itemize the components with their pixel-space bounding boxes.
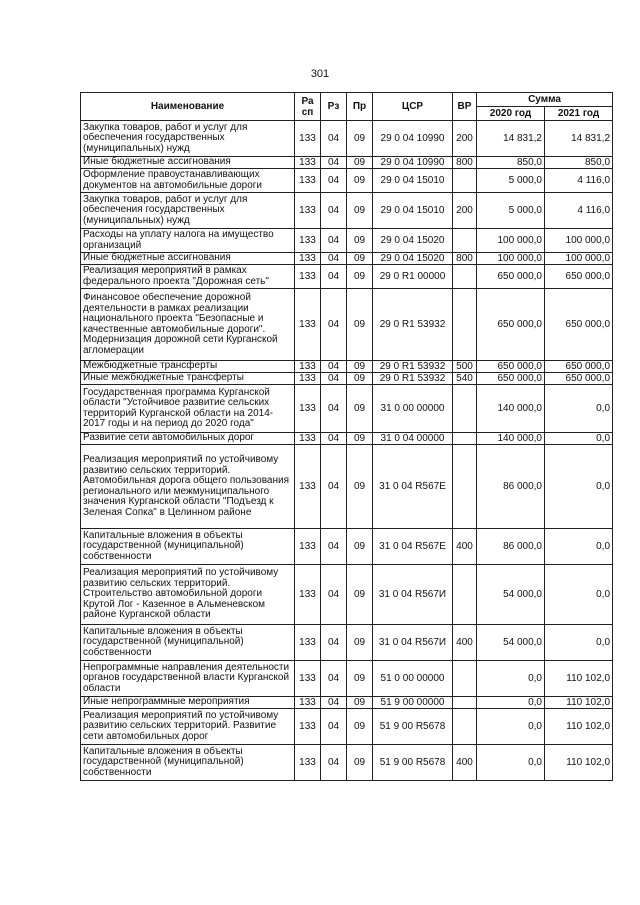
header-pr: Пр (347, 93, 373, 121)
cell-vr: 540 (453, 373, 477, 385)
cell-name: Капитальные вложения в объекты государственной (муниципальной) собственности (81, 625, 295, 661)
cell-y2020: 5 000,0 (477, 193, 545, 229)
cell-rz: 04 (321, 289, 347, 361)
table-row (81, 157, 613, 169)
cell-y2020: 850,0 (477, 157, 545, 169)
cell-y2020: 100 000,0 (477, 253, 545, 265)
cell-rz: 04 (321, 697, 347, 709)
cell-y2021: 110 102,0 (545, 697, 613, 709)
cell-ra: 133 (295, 385, 321, 433)
cell-csr: 31 0 04 R567Е (373, 529, 453, 565)
cell-csr: 51 9 00 00000 (373, 697, 453, 709)
cell-name: Реализация мероприятий по устойчивому развитию сельских территорий. Развитие сети автомобильных дорог (81, 709, 295, 745)
cell-ra: 133 (295, 229, 321, 253)
cell-ra: 133 (295, 169, 321, 193)
cell-y2020: 650 000,0 (477, 265, 545, 289)
cell-ra: 133 (295, 121, 321, 157)
cell-y2020: 0,0 (477, 709, 545, 745)
cell-pr: 09 (347, 373, 373, 385)
cell-csr: 31 0 04 R567Е (373, 445, 453, 529)
cell-rz: 04 (321, 253, 347, 265)
table-row (81, 565, 613, 625)
cell-y2021: 650 000,0 (545, 361, 613, 373)
cell-ra: 133 (295, 253, 321, 265)
cell-y2021: 650 000,0 (545, 289, 613, 361)
cell-rz: 04 (321, 661, 347, 697)
cell-name: Капитальные вложения в объекты государственной (муниципальной) собственности (81, 745, 295, 781)
cell-y2020: 0,0 (477, 697, 545, 709)
cell-y2020: 140 000,0 (477, 433, 545, 445)
cell-y2021: 110 102,0 (545, 661, 613, 697)
cell-ra: 133 (295, 709, 321, 745)
table-row (81, 121, 613, 157)
cell-pr: 09 (347, 229, 373, 253)
cell-rz: 04 (321, 265, 347, 289)
table-row (81, 169, 613, 193)
cell-rz: 04 (321, 229, 347, 253)
table-row (81, 745, 613, 781)
table-row (81, 229, 613, 253)
header-rz: Рз (321, 93, 347, 121)
cell-rz: 04 (321, 745, 347, 781)
cell-ra: 133 (295, 745, 321, 781)
cell-rz: 04 (321, 529, 347, 565)
cell-vr: 800 (453, 253, 477, 265)
cell-name: Иные межбюджетные трансферты (81, 373, 295, 385)
header-csr: ЦСР (373, 93, 453, 121)
cell-y2020: 54 000,0 (477, 625, 545, 661)
cell-ra: 133 (295, 157, 321, 169)
table-row (81, 709, 613, 745)
cell-y2020: 0,0 (477, 661, 545, 697)
table-row (81, 529, 613, 565)
cell-vr: 400 (453, 745, 477, 781)
cell-ra: 133 (295, 625, 321, 661)
cell-pr: 09 (347, 445, 373, 529)
cell-ra: 133 (295, 661, 321, 697)
cell-pr: 09 (347, 361, 373, 373)
table-row (81, 445, 613, 529)
cell-pr: 09 (347, 289, 373, 361)
cell-y2020: 5 000,0 (477, 169, 545, 193)
cell-csr: 51 9 00 R5678 (373, 745, 453, 781)
table-row (81, 385, 613, 433)
header-name: Наименование (81, 93, 295, 121)
cell-vr (453, 289, 477, 361)
cell-vr: 200 (453, 121, 477, 157)
cell-name: Развитие сети автомобильных дорог (81, 433, 295, 445)
cell-y2020: 650 000,0 (477, 373, 545, 385)
cell-y2021: 650 000,0 (545, 265, 613, 289)
cell-rz: 04 (321, 157, 347, 169)
table-row (81, 265, 613, 289)
header-ra-line1: Ра (301, 95, 314, 107)
table-body (81, 121, 613, 781)
cell-pr: 09 (347, 121, 373, 157)
cell-vr: 500 (453, 361, 477, 373)
cell-pr: 09 (347, 565, 373, 625)
cell-y2021: 4 116,0 (545, 169, 613, 193)
cell-rz: 04 (321, 445, 347, 529)
cell-ra: 133 (295, 445, 321, 529)
cell-name: Закупка товаров, работ и услуг для обеспечения государственных (муниципальных) нужд (81, 193, 295, 229)
cell-name: Иные непрограммные мероприятия (81, 697, 295, 709)
table-row (81, 661, 613, 697)
cell-ra: 133 (295, 697, 321, 709)
cell-csr: 31 0 00 00000 (373, 385, 453, 433)
cell-csr: 29 0 R1 53932 (373, 361, 453, 373)
cell-rz: 04 (321, 565, 347, 625)
cell-y2020: 86 000,0 (477, 529, 545, 565)
cell-y2021: 0,0 (545, 625, 613, 661)
cell-rz: 04 (321, 193, 347, 229)
budget-table (80, 92, 613, 781)
cell-name: Иные бюджетные ассигнования (81, 253, 295, 265)
cell-name: Государственная программа Курганской области "Устойчивое развитие сельских территорий Курганской области на 2014-2017 годы и на период до 2020 года" (81, 385, 295, 433)
cell-vr (453, 433, 477, 445)
cell-ra: 133 (295, 193, 321, 229)
cell-vr (453, 265, 477, 289)
header-2021: 2021 год (545, 107, 613, 121)
cell-ra: 133 (295, 529, 321, 565)
table-row (81, 361, 613, 373)
cell-vr (453, 661, 477, 697)
cell-y2020: 14 831,2 (477, 121, 545, 157)
cell-rz: 04 (321, 169, 347, 193)
header-ra-line2: сп (301, 106, 314, 118)
cell-rz: 04 (321, 121, 347, 157)
cell-vr (453, 565, 477, 625)
cell-vr (453, 697, 477, 709)
cell-pr: 09 (347, 625, 373, 661)
cell-y2021: 0,0 (545, 385, 613, 433)
header-vr: ВР (453, 93, 477, 121)
cell-y2021: 850,0 (545, 157, 613, 169)
header-ra (295, 93, 321, 121)
cell-y2021: 0,0 (545, 445, 613, 529)
cell-csr: 29 0 04 15010 (373, 193, 453, 229)
cell-pr: 09 (347, 265, 373, 289)
cell-name: Закупка товаров, работ и услуг для обеспечения государственных (муниципальных) нужд (81, 121, 295, 157)
cell-y2020: 54 000,0 (477, 565, 545, 625)
cell-name: Реализация мероприятий по устойчивому развитию сельских территорий. Строительство автомобильной дороги Крутой Лог - Казенное в Альменевском районе Курганской области (81, 565, 295, 625)
table-row (81, 373, 613, 385)
cell-ra: 133 (295, 361, 321, 373)
cell-csr: 51 0 00 00000 (373, 661, 453, 697)
cell-csr: 29 0 R1 53932 (373, 373, 453, 385)
cell-y2020: 650 000,0 (477, 361, 545, 373)
cell-y2021: 0,0 (545, 433, 613, 445)
cell-y2021: 14 831,2 (545, 121, 613, 157)
table-row (81, 193, 613, 229)
cell-name: Оформление правоустанавливающих документов на автомобильные дороги (81, 169, 295, 193)
cell-name: Реализация мероприятий по устойчивому развитию сельских территорий. Автомобильная дорога общего пользования регионального или межмуниципального значения Курганской области "Подъезд к Зеленая Сопка" в Целинном районе (81, 445, 295, 529)
cell-pr: 09 (347, 253, 373, 265)
cell-rz: 04 (321, 709, 347, 745)
cell-name: Межбюджетные трансферты (81, 361, 295, 373)
table-row (81, 289, 613, 361)
cell-pr: 09 (347, 709, 373, 745)
cell-y2021: 4 116,0 (545, 193, 613, 229)
cell-vr (453, 709, 477, 745)
cell-csr: 29 0 R1 53932 (373, 289, 453, 361)
table-row (81, 433, 613, 445)
cell-pr: 09 (347, 157, 373, 169)
cell-y2021: 650 000,0 (545, 373, 613, 385)
cell-ra: 133 (295, 433, 321, 445)
cell-csr: 51 9 00 R5678 (373, 709, 453, 745)
cell-pr: 09 (347, 433, 373, 445)
table-row (81, 253, 613, 265)
cell-y2020: 0,0 (477, 745, 545, 781)
cell-vr (453, 385, 477, 433)
cell-y2021: 100 000,0 (545, 229, 613, 253)
cell-vr (453, 169, 477, 193)
cell-vr: 200 (453, 193, 477, 229)
table-row (81, 625, 613, 661)
cell-y2020: 86 000,0 (477, 445, 545, 529)
cell-rz: 04 (321, 361, 347, 373)
cell-pr: 09 (347, 193, 373, 229)
cell-csr: 29 0 R1 00000 (373, 265, 453, 289)
cell-name: Капитальные вложения в объекты государственной (муниципальной) собственности (81, 529, 295, 565)
cell-y2021: 100 000,0 (545, 253, 613, 265)
cell-vr (453, 229, 477, 253)
cell-rz: 04 (321, 385, 347, 433)
cell-y2020: 140 000,0 (477, 385, 545, 433)
cell-ra: 133 (295, 265, 321, 289)
cell-y2020: 650 000,0 (477, 289, 545, 361)
cell-y2021: 0,0 (545, 529, 613, 565)
header-2020: 2020 год (477, 107, 545, 121)
cell-name: Непрограммные направления деятельности органов государственной власти Курганской области (81, 661, 295, 697)
cell-vr (453, 445, 477, 529)
cell-csr: 31 0 04 00000 (373, 433, 453, 445)
cell-rz: 04 (321, 433, 347, 445)
cell-ra: 133 (295, 289, 321, 361)
cell-rz: 04 (321, 625, 347, 661)
cell-name: Иные бюджетные ассигнования (81, 157, 295, 169)
cell-pr: 09 (347, 385, 373, 433)
cell-name: Реализация мероприятий в рамках федерального проекта "Дорожная сеть" (81, 265, 295, 289)
page-number: 301 (310, 68, 330, 80)
cell-ra: 133 (295, 565, 321, 625)
cell-pr: 09 (347, 745, 373, 781)
cell-pr: 09 (347, 661, 373, 697)
cell-vr: 800 (453, 157, 477, 169)
cell-csr: 29 0 04 15020 (373, 253, 453, 265)
table-row (81, 697, 613, 709)
cell-y2021: 0,0 (545, 565, 613, 625)
cell-y2020: 100 000,0 (477, 229, 545, 253)
cell-pr: 09 (347, 169, 373, 193)
cell-name: Расходы на уплату налога на имущество организаций (81, 229, 295, 253)
cell-csr: 29 0 04 15020 (373, 229, 453, 253)
cell-y2021: 110 102,0 (545, 709, 613, 745)
cell-rz: 04 (321, 373, 347, 385)
cell-csr: 31 0 04 R567И (373, 625, 453, 661)
cell-vr: 400 (453, 625, 477, 661)
cell-y2021: 110 102,0 (545, 745, 613, 781)
cell-name: Финансовое обеспечение дорожной деятельности в рамках реализации национального проекта "Безопасные и качественные автомобильные дороги". Модернизация дорожной сети Курганской агломерации (81, 289, 295, 361)
cell-csr: 31 0 04 R567И (373, 565, 453, 625)
cell-csr: 29 0 04 10990 (373, 157, 453, 169)
header-sum: Сумма (477, 93, 613, 107)
cell-pr: 09 (347, 529, 373, 565)
cell-ra: 133 (295, 373, 321, 385)
cell-csr: 29 0 04 10990 (373, 121, 453, 157)
cell-csr: 29 0 04 15010 (373, 169, 453, 193)
cell-vr: 400 (453, 529, 477, 565)
cell-pr: 09 (347, 697, 373, 709)
